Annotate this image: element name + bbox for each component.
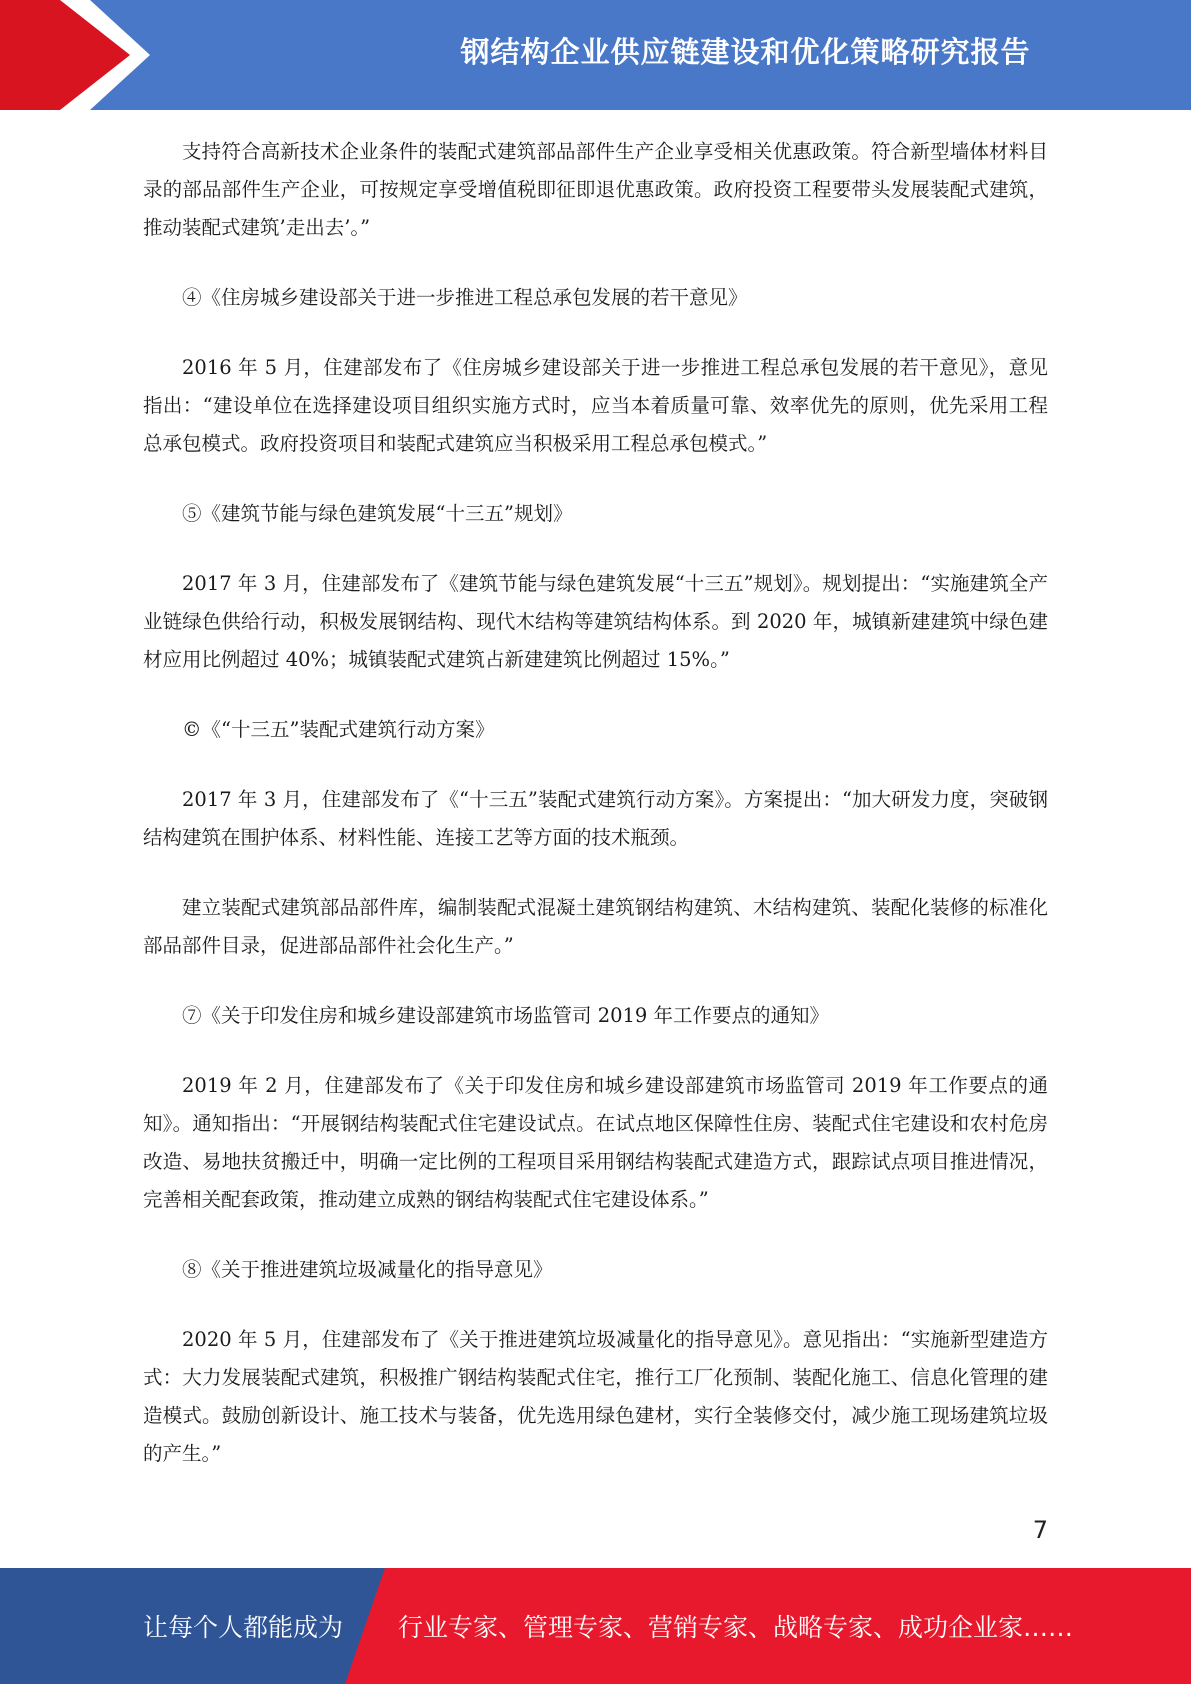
paragraph: 2016 年 5 月，住建部发布了《住房城乡建设部关于进一步推进工程总承包发展的若干意见》，意见指出：“建设单位在选择建设项目组织实施方式时，应当本着质量可靠、效率优先的原则，优先采用工程总承包模式。政府投资项目和装配式建筑应当积极采用工程总承包模式。” bbox=[143, 356, 1048, 455]
page-header bbox=[0, 0, 1191, 110]
report-title: 钢结构企业供应链建设和优化策略研究报告 bbox=[460, 34, 1031, 69]
section-heading: ©《“十三五”装配式建筑行动方案》 bbox=[182, 718, 495, 741]
page-content bbox=[143, 133, 1048, 1505]
footer-slogan-left: 让每个人都能成为 bbox=[143, 1613, 344, 1642]
page-footer bbox=[0, 1568, 1191, 1684]
section-heading: ⑧《关于推进建筑垃圾减量化的指导意见》 bbox=[182, 1258, 553, 1281]
section-heading: ④《住房城乡建设部关于进一步推进工程总承包发展的若干意见》 bbox=[182, 286, 748, 309]
section-heading: ⑦《关于印发住房和城乡建设部建筑市场监管司 2019 年工作要点的通知》 bbox=[182, 1004, 830, 1027]
paragraph: 2017 年 3 月，住建部发布了《建筑节能与绿色建筑发展“十三五”规划》。规划提出：“实施建筑全产业链绿色供给行动，积极发展钢结构、现代木结构等建筑结构体系。到 2020 年，城镇新建建筑中绿色建材应用比例超过 40%；城镇装配式建筑占新建建筑比例超过 15%。” bbox=[143, 572, 1048, 671]
paragraph: 建立装配式建筑部品部件库，编制装配式混凝土建筑钢结构建筑、木结构建筑、装配化装修的标准化部品部件目录，促进部品部件社会化生产。” bbox=[143, 896, 1048, 957]
footer-slogan-right: 行业专家、管理专家、营销专家、战略专家、成功企业家…… bbox=[398, 1613, 1074, 1642]
paragraph: 2017 年 3 月，住建部发布了《“十三五”装配式建筑行动方案》。方案提出：“加大研发力度，突破钢结构建筑在围护体系、材料性能、连接工艺等方面的技术瓶颈。 bbox=[143, 788, 1048, 849]
paragraph: 2019 年 2 月，住建部发布了《关于印发住房和城乡建设部建筑市场监管司 2019 年工作要点的通知》。通知指出：“开展钢结构装配式住宅建设试点。在试点地区保障性住房、装配式住宅建设和农村危房改造、易地扶贫搬迁中，明确一定比例的工程项目采用钢结构装配式建造方式，跟踪试点项目推进情况，完善相关配套政策，推动建立成熟的钢结构装配式住宅建设体系。” bbox=[143, 1074, 1048, 1211]
paragraph: 2020 年 5 月，住建部发布了《关于推进建筑垃圾减量化的指导意见》。意见指出：“实施新型建造方式：大力发展装配式建筑，积极推广钢结构装配式住宅，推行工厂化预制、装配化施工、信息化管理的建造模式。鼓励创新设计、施工技术与装备，优先选用绿色建材，实行全装修交付，减少施工现场建筑垃圾的产生。” bbox=[143, 1328, 1048, 1465]
page-number: 7 bbox=[1032, 1516, 1048, 1544]
paragraph: 支持符合高新技术企业条件的装配式建筑部品部件生产企业享受相关优惠政策。符合新型墙体材料目录的部品部件生产企业，可按规定享受增值税即征即退优惠政策。政府投资工程要带头发展装配式建筑，推动装配式建筑’走出去’。” bbox=[143, 140, 1048, 239]
section-heading: ⑤《建筑节能与绿色建筑发展“十三五”规划》 bbox=[182, 502, 573, 525]
